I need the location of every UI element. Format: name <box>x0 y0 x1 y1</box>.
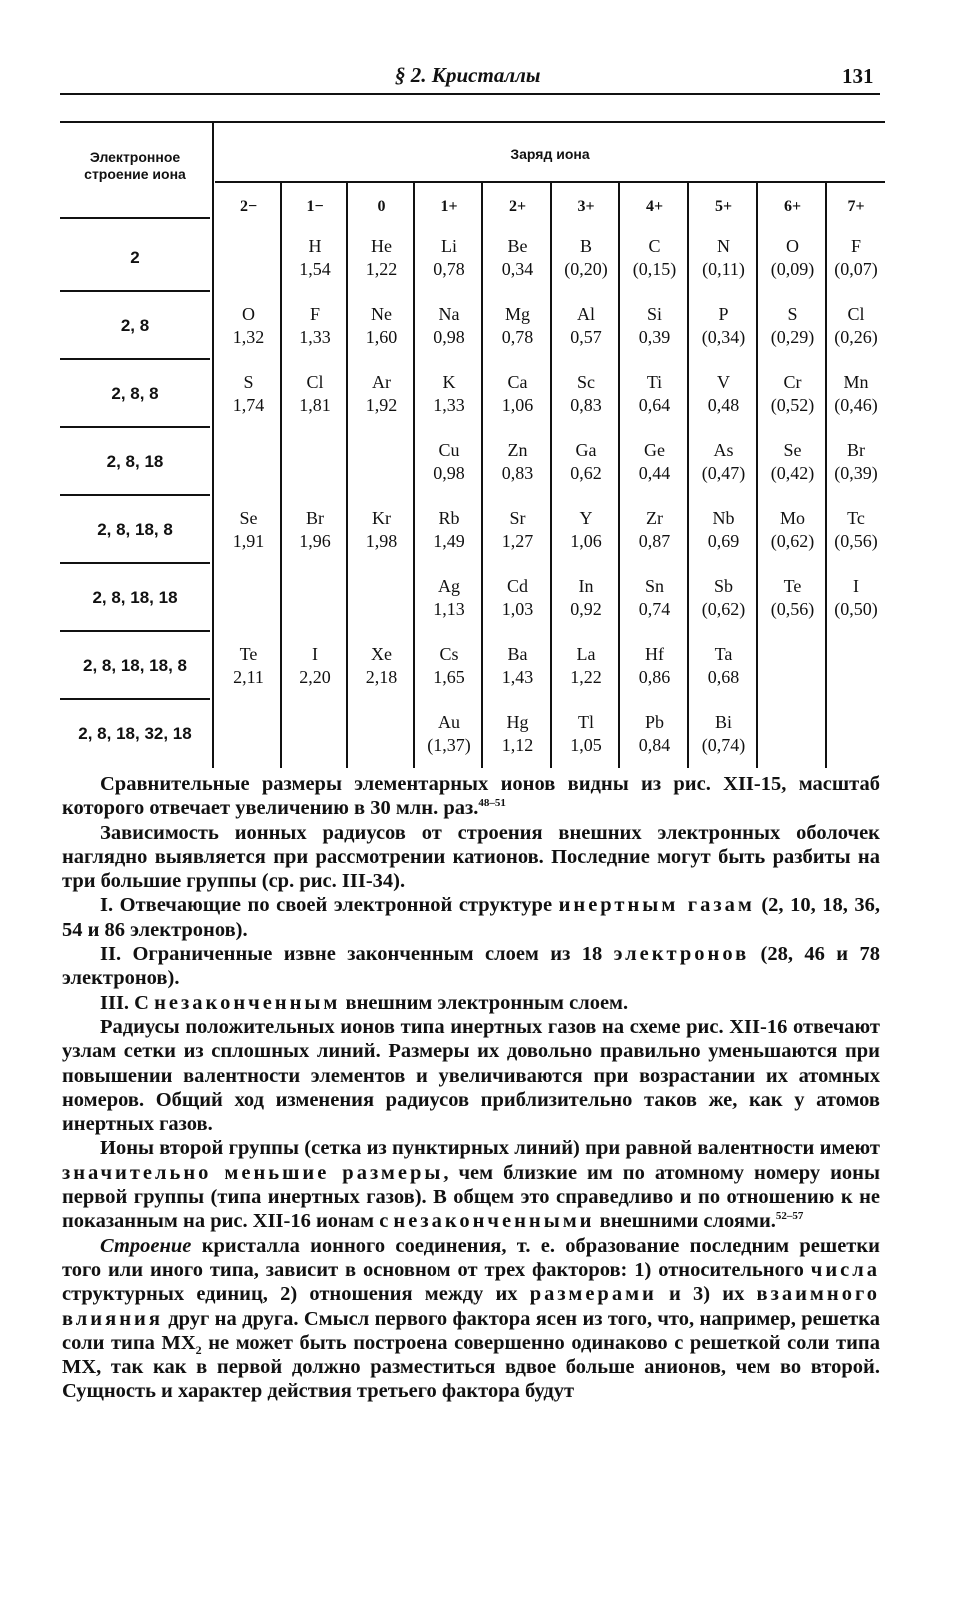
ion-radius: (0,07) <box>834 259 878 279</box>
ion-cell <box>620 711 689 757</box>
ion-radius: 0,87 <box>638 531 671 551</box>
ion-radius: (0,50) <box>834 599 878 619</box>
element-symbol: Li <box>441 236 457 256</box>
ion-radius: 1,33 <box>299 327 331 347</box>
electron-config-label: 2, 8, 18 <box>106 452 164 471</box>
ion-cell <box>415 711 483 757</box>
paragraph: Строение кристалла ионного соединения, т. е. образование последним решетки того или иного типа, зависит в основном от трех факторов: 1) относительного числа структурных единиц, 2) отношения между их размерами и 3) их взаимного влияния друг на друга. Смысл первого фактора ясен из того, что, например, решетка соли типа $МХ_2$ не может быть построена совершенно одинаково с решеткой соли типа МХ, так как в первой должно разместиться вдвое больше анионов, чем во второй. Сущность и характер действия третьего фактора будут <box>62 1234 880 1403</box>
ion-cell <box>282 507 348 553</box>
ion-radius: 0,83 <box>570 395 602 415</box>
element-symbol: Sn <box>644 576 664 596</box>
ion-cell <box>282 371 348 417</box>
table-rule <box>550 181 552 768</box>
ion-cell <box>483 507 552 553</box>
ion-cell <box>689 235 758 281</box>
ion-cell <box>415 235 483 281</box>
element-symbol: Cd <box>506 576 528 596</box>
charge-header-cell: 7+ <box>847 198 865 215</box>
ion-radius: (1,37) <box>427 735 471 755</box>
element-symbol: I <box>853 576 859 596</box>
element-symbol: I <box>312 644 318 664</box>
ion-radius: (0,11) <box>702 259 745 279</box>
ion-radius: (0,62) <box>770 531 815 551</box>
element-symbol: Cl <box>306 372 324 392</box>
ion-cell <box>483 575 552 621</box>
ion-radius: 0,74 <box>638 599 671 619</box>
element-symbol: P <box>718 304 729 324</box>
ion-radius: 1,27 <box>501 531 534 551</box>
charge-header-cell: 0 <box>377 198 386 215</box>
ion-radius: 1,96 <box>299 531 331 551</box>
ion-cell <box>552 303 620 349</box>
ion-radius: 0,78 <box>501 327 534 347</box>
element-symbol: Ti <box>646 372 663 392</box>
ion-cell <box>215 303 282 349</box>
element-symbol: S <box>787 304 798 324</box>
ion-cell <box>827 235 885 281</box>
ion-cell <box>620 643 689 689</box>
ion-cell <box>348 235 415 281</box>
paragraph: II. Ограниченные извне законченным слоем из 18 электронов (28, 46 и 78 электронов). <box>62 943 881 990</box>
ion-cell <box>415 643 483 689</box>
charge-header-cell: 2− <box>239 198 258 215</box>
ion-radius: (0,26) <box>834 327 878 347</box>
table-rule <box>687 181 689 768</box>
ion-radius: (0,15) <box>632 259 677 279</box>
element-symbol: La <box>576 644 596 664</box>
element-symbol: C <box>648 236 661 256</box>
element-symbol: Zr <box>646 508 663 528</box>
element-symbol: Mg <box>504 304 530 324</box>
element-symbol: Ne <box>371 304 392 324</box>
ion-radius: 0,34 <box>501 259 534 279</box>
ion-radius: 0,84 <box>638 735 671 755</box>
ion-radius: 1,91 <box>232 531 265 551</box>
ion-cell <box>827 371 885 417</box>
ion-cell <box>552 439 620 485</box>
ion-radius: (0,09) <box>770 259 815 279</box>
ion-cell <box>552 643 620 689</box>
ion-cell <box>827 439 885 485</box>
paragraph: Сравнительные размеры элементарных ионов видны из рис. XII-15, масштаб которого отвечает увеличению в 30 млн. раз.$^{48-51}$ <box>62 773 880 820</box>
ion-radius: (0,20) <box>564 259 608 279</box>
ion-radius: (0,29) <box>770 327 815 347</box>
element-symbol: Hg <box>506 712 529 732</box>
element-symbol: Zn <box>507 440 528 460</box>
ion-cell <box>758 235 827 281</box>
element-symbol: Nb <box>712 508 735 528</box>
element-symbol: Kr <box>372 508 391 528</box>
ion-radius: 1,06 <box>501 395 534 415</box>
ion-cell <box>620 439 689 485</box>
ion-radius: 0,86 <box>638 667 671 687</box>
element-symbol: N <box>717 236 730 256</box>
element-symbol: Ge <box>644 440 665 460</box>
ion-cell <box>483 303 552 349</box>
paragraph: Ионы второй группы (сетка из пунктирных линий) при равной валентности имеют значительно меньшие размеры, чем близкие им по атомному номеру ионы первой группы (типа инертных газов). В общем это справедливо и по отношению к не показанным на рис. XII-16 ионам с незаконченными внешними слоями.$^{52-57}$ <box>62 1137 880 1233</box>
reference-mark: 52–57 <box>775 1210 804 1223</box>
ion-radius: 1,05 <box>570 735 602 755</box>
element-symbol: Mo <box>779 508 805 528</box>
element-symbol: Be <box>507 236 528 256</box>
element-symbol: Si <box>646 304 662 324</box>
table-rule <box>618 181 620 768</box>
ion-cell <box>758 575 827 621</box>
element-symbol: Cl <box>847 304 865 324</box>
electron-config-label: 2, 8, 18, 18, 8 <box>83 656 187 675</box>
table-rule <box>60 494 210 496</box>
charge-header-cell: 1− <box>306 198 324 215</box>
element-symbol: Bi <box>714 712 732 732</box>
ion-cell <box>282 643 348 689</box>
ion-radius: 1,03 <box>501 599 534 619</box>
ion-cell <box>415 439 483 485</box>
ion-cell <box>758 439 827 485</box>
reference-mark: 48–51 <box>478 797 506 810</box>
table-rule <box>60 290 210 292</box>
element-symbol: Tl <box>578 712 594 732</box>
element-symbol: Sc <box>577 372 595 392</box>
ion-cell <box>483 711 552 757</box>
ion-radius: 2,11 <box>233 667 264 687</box>
ion-cell <box>348 371 415 417</box>
electron-config-label: 2, 8, 8 <box>111 384 159 403</box>
ion-radius: 1,43 <box>501 667 534 687</box>
page-number: 131 <box>842 64 874 88</box>
element-symbol: Ta <box>714 644 733 664</box>
ion-cell <box>620 507 689 553</box>
paragraph: I. Отвечающие по своей электронной структуре инертным газам (2, 10, 18, 36, 54 и 86 электронов). <box>62 894 880 941</box>
ion-cell <box>689 507 758 553</box>
element-symbol: Te <box>239 644 258 664</box>
table-rule <box>481 181 483 768</box>
ion-radius: 1,65 <box>433 667 465 687</box>
ion-radius: 0,83 <box>501 463 534 483</box>
ion-radius: 2,18 <box>365 667 398 687</box>
element-symbol: Sb <box>713 576 733 596</box>
ion-radius: (0,62) <box>701 599 746 619</box>
ion-radius: 1,54 <box>299 259 331 279</box>
paragraph: Зависимость ионных радиусов от строения внешних электронных оболочек наглядно выявляется при рассмотрении катионов. Последние могут быть разбиты на три большие группы (ср. рис. III-34). <box>62 821 880 893</box>
ion-radius: (0,52) <box>770 395 815 415</box>
ion-cell <box>552 711 620 757</box>
ion-radius: 0,48 <box>707 395 740 415</box>
ion-cell <box>483 439 552 485</box>
element-symbol: K <box>442 372 456 392</box>
charge-header-cell: 3+ <box>577 198 595 215</box>
ion-radius: 0,62 <box>570 463 602 483</box>
element-symbol: Te <box>783 576 802 596</box>
ion-radius: 0,92 <box>570 599 602 619</box>
table-rule <box>60 358 210 360</box>
ion-cell <box>620 235 689 281</box>
element-symbol: Rb <box>438 508 460 528</box>
table-rule <box>413 181 415 768</box>
element-symbol: Ga <box>575 440 597 460</box>
ion-radius: 0,44 <box>638 463 671 483</box>
ion-cell <box>552 575 620 621</box>
ion-radius: 1,92 <box>365 395 398 415</box>
ion-cell <box>215 643 282 689</box>
ion-cell <box>827 575 885 621</box>
ion-radius: (0,56) <box>834 531 878 551</box>
ion-cell <box>483 371 552 417</box>
ion-cell <box>415 575 483 621</box>
ion-radius: (0,74) <box>701 735 746 755</box>
ion-cell <box>348 507 415 553</box>
element-symbol: Br <box>306 508 324 528</box>
ion-cell <box>348 303 415 349</box>
ion-radius: (0,56) <box>770 599 815 619</box>
element-symbol: Tc <box>847 508 865 528</box>
ion-radius: 1,81 <box>299 395 331 415</box>
ion-radius: 1,13 <box>433 599 465 619</box>
ion-radius: 1,98 <box>365 531 398 551</box>
element-symbol: F <box>850 236 861 256</box>
table-rule <box>280 181 282 768</box>
ion-radius: 0,39 <box>638 327 671 347</box>
table-rule <box>60 121 885 123</box>
table-header-left: Электронное строение иона <box>84 149 186 182</box>
table-header-top: Заряд иона <box>510 146 590 162</box>
ion-cell <box>758 371 827 417</box>
charge-header-cell: 4+ <box>645 198 664 215</box>
ion-cell <box>620 371 689 417</box>
element-symbol: V <box>717 372 730 392</box>
ion-cell <box>758 507 827 553</box>
element-symbol: B <box>579 236 592 256</box>
ion-radius: 0,64 <box>638 395 671 415</box>
table-rule <box>60 562 210 564</box>
ion-radius: 0,98 <box>433 327 465 347</box>
electron-config-label: 2 <box>130 248 140 267</box>
charge-header-cell: 2+ <box>508 198 527 215</box>
element-symbol: Al <box>577 304 595 324</box>
ion-radius: 0,78 <box>433 259 465 279</box>
electron-config-label: 2, 8, 18, 32, 18 <box>78 724 192 743</box>
element-symbol: Xe <box>371 644 392 664</box>
element-symbol: Se <box>783 440 802 460</box>
ion-radius: (0,39) <box>834 463 878 483</box>
ion-radius: 0,98 <box>433 463 465 483</box>
element-symbol: S <box>243 372 254 392</box>
element-symbol: As <box>713 440 734 460</box>
electron-config-label: 2, 8, 18, 18 <box>92 588 178 607</box>
element-symbol: H <box>308 236 322 256</box>
ion-cell <box>620 575 689 621</box>
charge-header-cell: 1+ <box>440 198 458 215</box>
ion-radius-table <box>60 113 885 768</box>
ion-radius: (0,34) <box>701 327 746 347</box>
element-symbol: Ba <box>507 644 528 664</box>
ion-radius: (0,46) <box>834 395 878 415</box>
ion-cell <box>827 303 885 349</box>
table-rule <box>60 217 210 219</box>
ion-cell <box>415 371 483 417</box>
ion-radius: 0,57 <box>570 327 602 347</box>
element-symbol: Y <box>579 508 593 528</box>
paragraph: III. С незаконченным внешним электронным слоем. <box>100 991 629 1014</box>
element-symbol: Br <box>847 440 865 460</box>
ion-cell <box>552 235 620 281</box>
ion-cell <box>689 439 758 485</box>
element-symbol: O <box>242 304 255 324</box>
ion-cell <box>620 303 689 349</box>
element-symbol: Hf <box>645 644 664 664</box>
ion-cell <box>483 235 552 281</box>
table-rule <box>60 630 210 632</box>
ion-radius: 1,22 <box>365 259 398 279</box>
charge-header-cell: 6+ <box>783 198 802 215</box>
ion-cell <box>689 575 758 621</box>
element-symbol: Se <box>239 508 258 528</box>
ion-cell <box>215 371 282 417</box>
table-rule <box>60 426 210 428</box>
ion-cell <box>689 371 758 417</box>
element-symbol: Cu <box>438 440 460 460</box>
ion-radius: 1,12 <box>501 735 534 755</box>
element-symbol: Ca <box>507 372 528 392</box>
ion-radius: (0,42) <box>770 463 815 483</box>
element-symbol: F <box>309 304 320 324</box>
ion-radius: 0,68 <box>707 667 740 687</box>
ion-cell <box>215 507 282 553</box>
ion-cell <box>483 643 552 689</box>
header-rule <box>60 93 880 95</box>
element-symbol: Ar <box>372 372 391 392</box>
running-header-title: § 2. Кристаллы <box>395 63 541 87</box>
ion-radius: 1,22 <box>570 667 602 687</box>
table-rule <box>346 181 348 768</box>
ion-cell <box>415 507 483 553</box>
ion-cell <box>689 643 758 689</box>
ion-radius: 1,74 <box>232 395 265 415</box>
element-symbol: Mn <box>843 372 869 392</box>
ion-cell <box>758 303 827 349</box>
ion-cell <box>348 643 415 689</box>
ion-cell <box>552 371 620 417</box>
element-symbol: Cs <box>439 644 459 664</box>
ion-radius: 1,33 <box>433 395 465 415</box>
ion-radius: 1,49 <box>433 531 465 551</box>
table-rule <box>212 121 214 768</box>
element-symbol: Ag <box>438 576 460 596</box>
electron-config-label: 2, 8, 18, 8 <box>97 520 173 539</box>
element-symbol: In <box>578 576 594 596</box>
table-rule <box>825 181 827 768</box>
ion-cell <box>282 303 348 349</box>
element-symbol: Sr <box>509 508 526 528</box>
ion-cell <box>827 507 885 553</box>
element-symbol: Au <box>438 712 460 732</box>
ion-radius: 1,06 <box>570 531 602 551</box>
ion-cell <box>689 711 758 757</box>
ion-cell <box>552 507 620 553</box>
element-symbol: Cr <box>783 372 802 392</box>
ion-radius: (0,47) <box>701 463 746 483</box>
paragraph: Радиусы положительных ионов типа инертных газов на схеме рис. XII-16 отвечают узлам сетки из сплошных линий. Размеры их довольно правильно уменьшаются при повышении валентности элементов и увеличиваются при возрастании их атомных номеров. Общий ход изменения радиусов приблизительно таков же, как у атомов инертных газов. <box>62 1015 880 1136</box>
ion-radius: 1,32 <box>232 327 265 347</box>
ion-cell <box>415 303 483 349</box>
element-symbol: He <box>371 236 392 256</box>
element-symbol: Pb <box>644 712 664 732</box>
table-rule <box>756 181 758 768</box>
element-symbol: O <box>786 236 799 256</box>
body-text <box>62 772 880 1404</box>
ion-cell <box>689 303 758 349</box>
charge-header-cell: 5+ <box>714 198 733 215</box>
ion-radius: 2,20 <box>299 667 331 687</box>
table-rule <box>60 698 210 700</box>
electron-config-label: 2, 8 <box>120 316 150 335</box>
ion-radius: 0,69 <box>707 531 740 551</box>
element-symbol: Na <box>438 304 460 324</box>
ion-cell <box>282 235 348 281</box>
ion-radius: 1,60 <box>365 327 398 347</box>
